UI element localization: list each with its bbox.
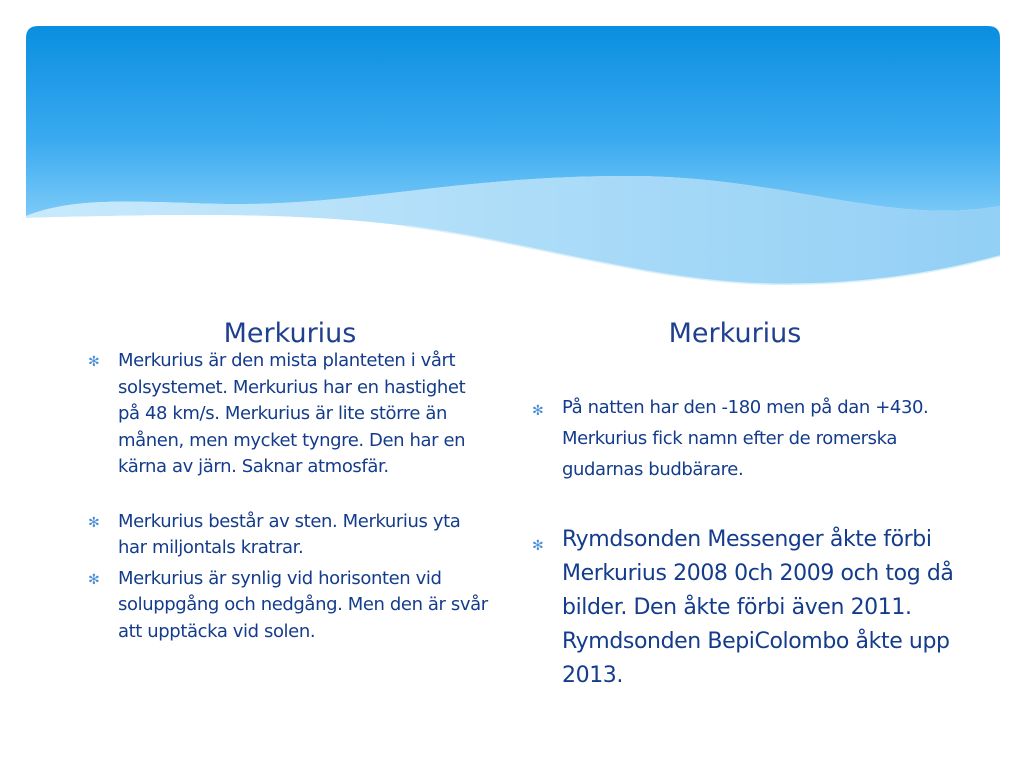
left-column-title: Merkurius bbox=[223, 318, 357, 349]
right-bullet-list bbox=[532, 392, 972, 693]
bullet-text: På natten har den -180 men på dan +430. Merkurius fick namn efter de romerska gudarnas budbärare. bbox=[562, 397, 929, 480]
asterisk-bullet-icon: ✻ bbox=[88, 514, 100, 531]
asterisk-bullet-icon: ✻ bbox=[88, 571, 100, 588]
list-item bbox=[532, 523, 972, 693]
list-item bbox=[88, 566, 488, 646]
list-item bbox=[532, 392, 972, 485]
list-item bbox=[88, 348, 488, 481]
asterisk-bullet-icon: ✻ bbox=[88, 354, 100, 370]
left-bullet-list bbox=[88, 348, 488, 645]
bullet-text: Rymdsonden Messenger åkte förbi Merkurius 2008 0ch 2009 och tog då bilder. Den åkte förbi även 2011. Rymdsonden BepiColombo åkte upp 2013. bbox=[562, 527, 954, 688]
asterisk-bullet-icon: ✻ bbox=[532, 403, 544, 419]
header-wave-banner bbox=[26, 26, 1000, 286]
bullet-text: Merkurius består av sten. Merkurius yta har miljontals kratrar. bbox=[118, 510, 461, 558]
right-column-title: Merkurius bbox=[668, 318, 802, 349]
header-wave-graphic bbox=[26, 26, 1000, 286]
bullet-text: Merkurius är synlig vid horisonten vid soluppgång och nedgång. Men den är svår att upptäcka vid solen. bbox=[118, 567, 488, 642]
list-item bbox=[88, 509, 488, 562]
asterisk-bullet-icon: ✻ bbox=[532, 538, 544, 554]
bullet-text: Merkurius är den mista planteten i vårt solsystemet. Merkurius har en hastighet på 48 km/s. Merkurius är lite större än månen, men mycket tyngre. Den har en kärna av järn. Saknar atmosfär. bbox=[118, 350, 466, 477]
